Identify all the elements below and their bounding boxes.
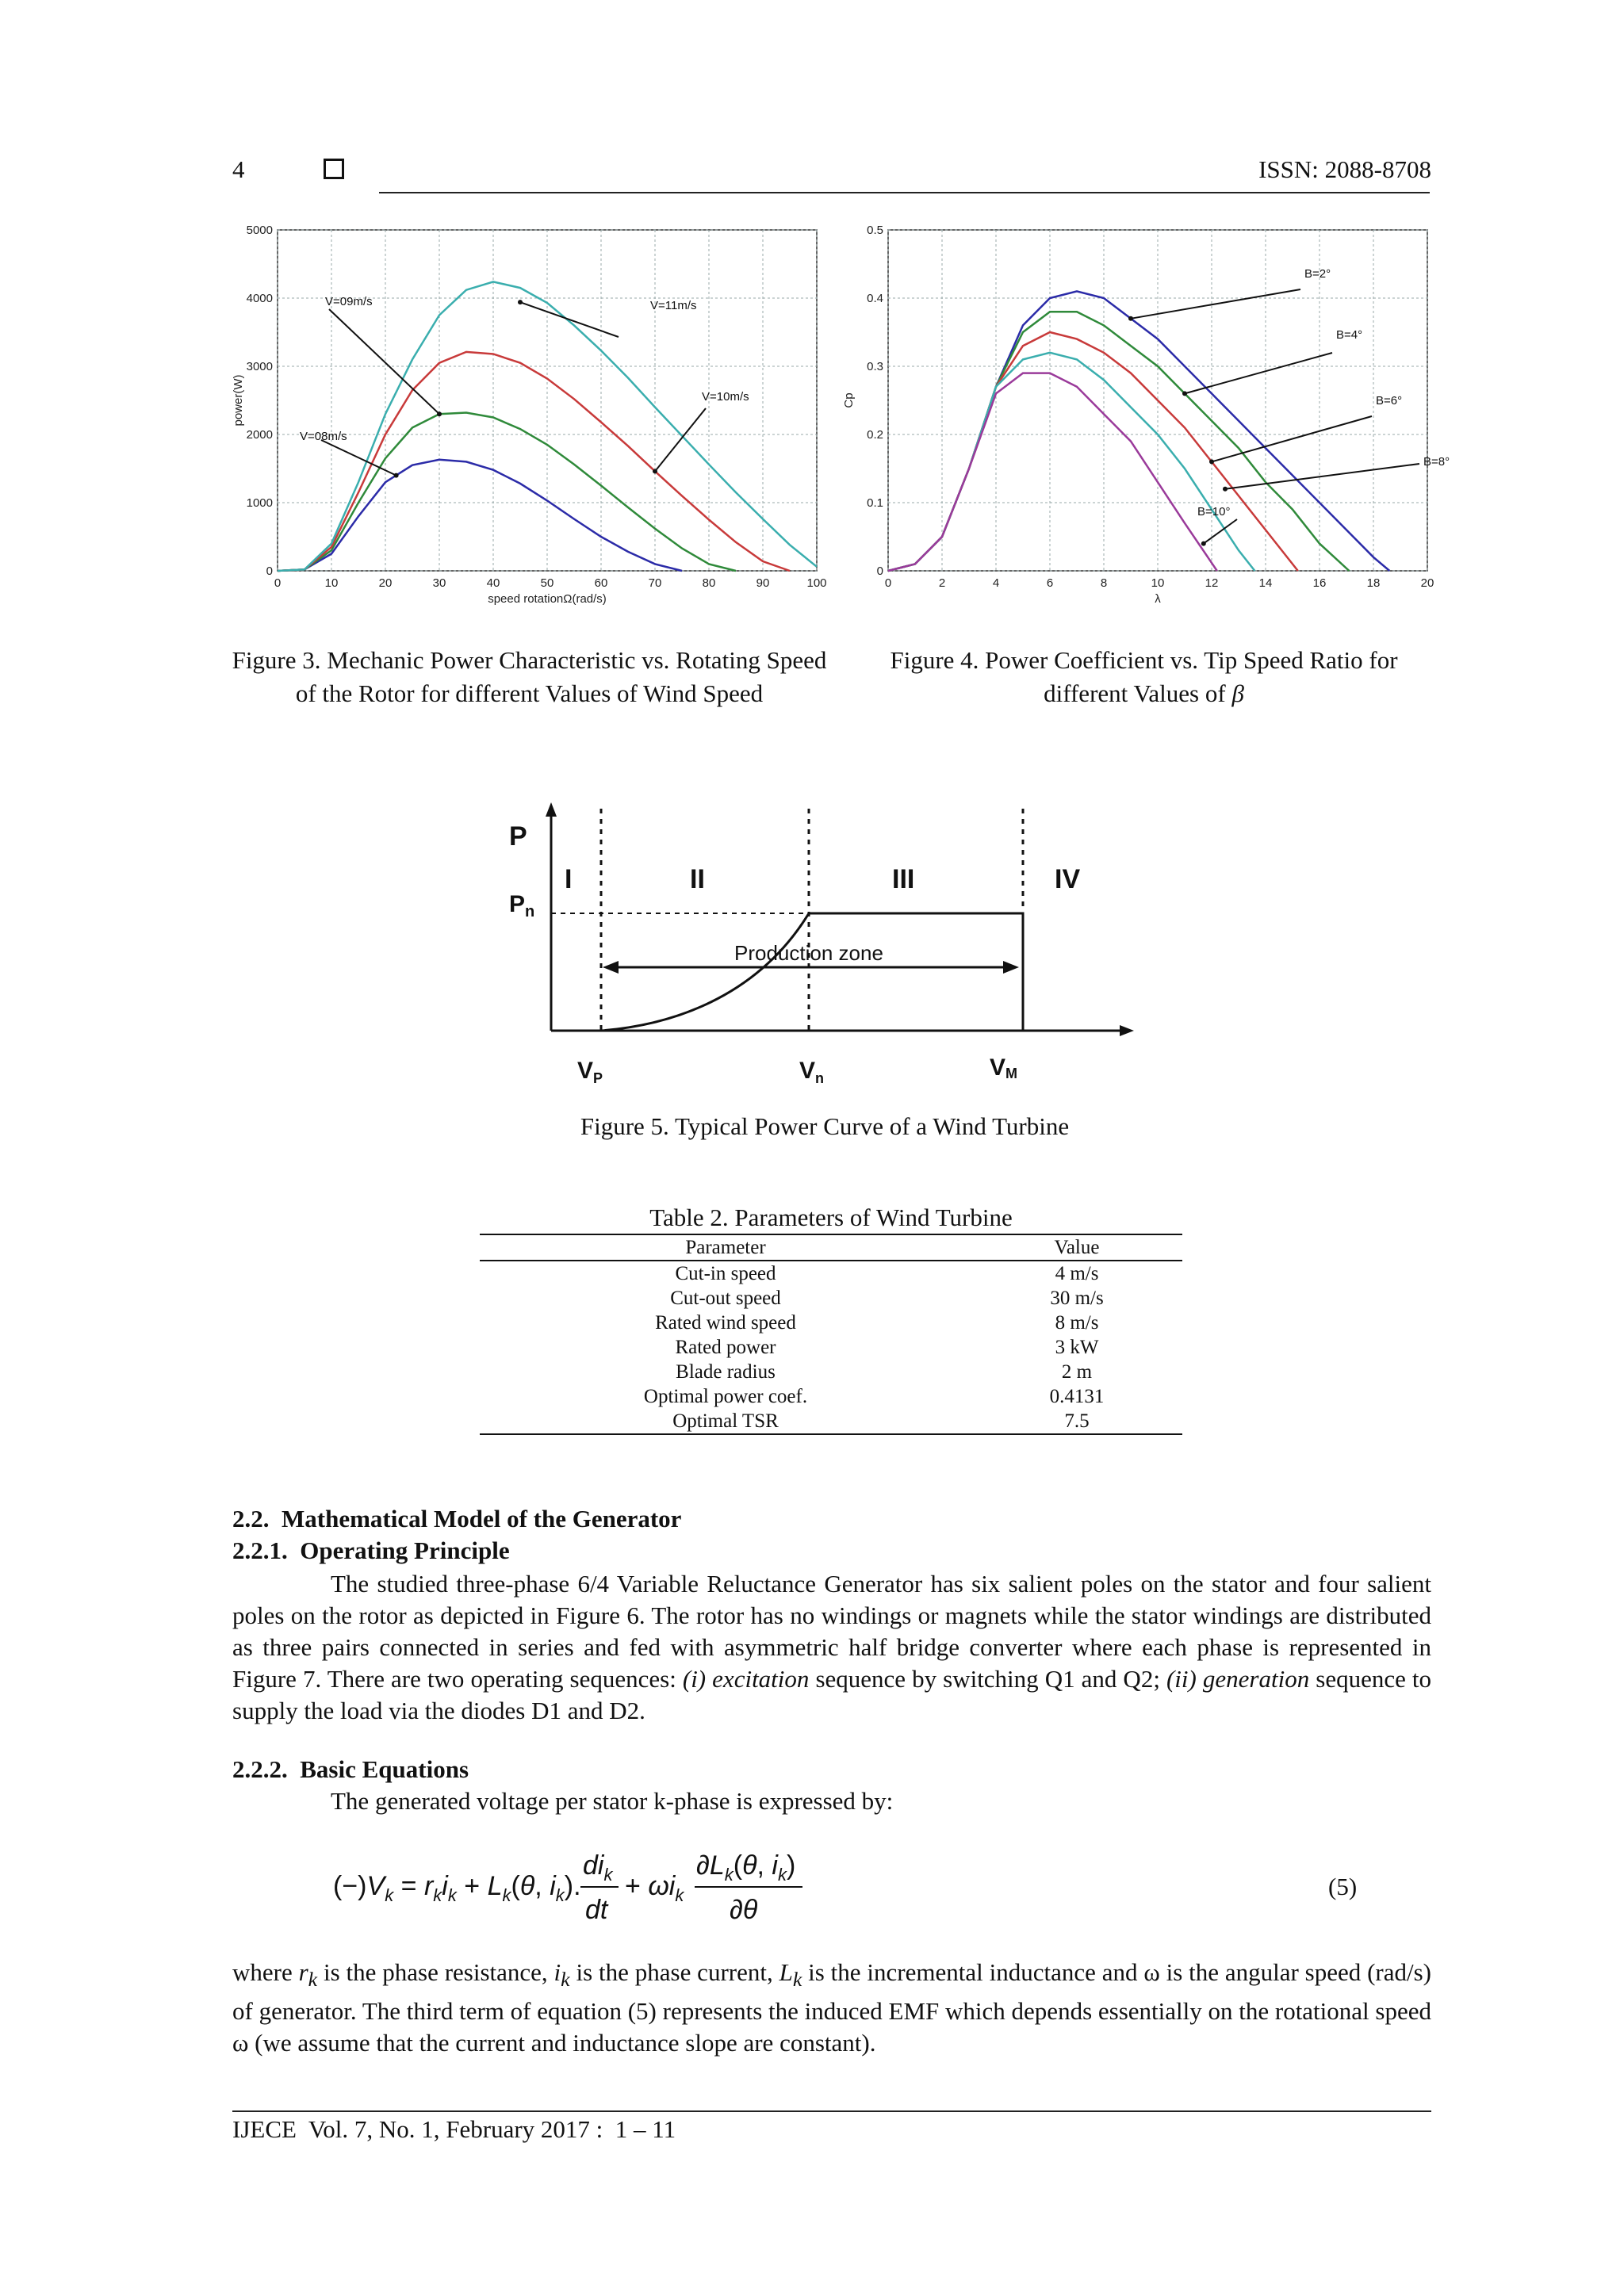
annotation-label: B=6° xyxy=(1376,394,1403,408)
subsection-number: 2.2.1. xyxy=(232,1536,288,1564)
figure-4-chart xyxy=(842,218,1450,614)
table-2-caption: Table 2. Parameters of Wind Turbine xyxy=(649,1203,1013,1231)
annotation-arrowhead xyxy=(1182,391,1187,396)
y-tick-label: 0 xyxy=(266,564,273,578)
y-axis-label: power(W) xyxy=(232,374,245,427)
x-tick-label: 4 xyxy=(992,576,1000,590)
table-cell-value: 0.4131 xyxy=(1049,1386,1105,1407)
subsection-title: Operating Principle xyxy=(300,1536,510,1564)
p1-text-b: sequence by switching Q1 and Q2; xyxy=(809,1665,1166,1693)
fig5-arrow-right-icon xyxy=(1003,961,1019,974)
footer-text: IJECE Vol. 7, No. 1, February 2017 : 1 – 11 xyxy=(232,2115,676,2143)
y-axis-label: Cp xyxy=(842,392,856,408)
table-header-row xyxy=(480,1234,1182,1261)
fig5-y-arrow-icon xyxy=(546,802,557,817)
figure-5-power-curve xyxy=(500,801,1150,1094)
x-axis-label: speed rotationΩ(rad/s) xyxy=(488,592,607,606)
annotation-arrowhead xyxy=(437,411,442,416)
figure-4-caption-text: Figure 4. Power Coefficient vs. Tip Speed Ratio for different Values of xyxy=(890,646,1398,707)
x-tick-label: 20 xyxy=(1420,576,1434,590)
p1-text-a: The studied three-phase 6/4 Variable Reluctance Generator has six salient poles on the stator and four salient poles on the rotor as depicted in Figure 6. The rotor has no windings or magnets while the stator windings are distributed as three pairs connected in series and fed with asymmetric half bridge converter where each phase is represented in Figure 7. There are two operating sequences: xyxy=(232,1570,1431,1693)
y-tick-label: 4000 xyxy=(246,292,273,305)
x-tick-label: 16 xyxy=(1312,576,1327,590)
square-bullet-icon xyxy=(324,159,344,179)
table-cell-parameter: Rated power xyxy=(675,1337,776,1358)
table-row xyxy=(480,1261,1182,1286)
annotation-label: V=11m/s xyxy=(650,299,697,312)
annotation-label: V=10m/s xyxy=(702,390,749,404)
x-tick-label: 50 xyxy=(540,576,554,590)
table-cell-parameter: Cut-in speed xyxy=(675,1263,776,1284)
eq-dtheta: ∂θ xyxy=(730,1895,758,1925)
table-cell-value: 30 m/s xyxy=(1050,1288,1104,1309)
eq-omega-term: + $\omega i_k$ xyxy=(625,1871,684,1905)
page-number: 4 xyxy=(232,155,245,183)
x-tick-label: 60 xyxy=(594,576,608,590)
p3-text-1: where xyxy=(232,1958,299,1986)
x-tick-label: 2 xyxy=(938,576,946,590)
fig5-x-arrow-icon xyxy=(1120,1025,1134,1036)
fig5-region-i: I xyxy=(565,864,573,894)
svg-text:VP xyxy=(577,1058,603,1086)
fig5-label-vp-sub: P xyxy=(593,1070,603,1086)
paragraph-basic-equations: The generated voltage per stator k-phase is expressed by: xyxy=(331,1787,894,1815)
table-header-parameter: Parameter xyxy=(480,1234,971,1261)
table-cell-value: 7.5 xyxy=(971,1409,1182,1434)
section-heading-2-2-2 xyxy=(232,1755,469,1784)
equation-number: (5) xyxy=(1328,1873,1358,1900)
table-row xyxy=(480,1384,1182,1409)
section-number: 2.2. xyxy=(232,1505,270,1533)
x-tick-label: 80 xyxy=(702,576,716,590)
annotation-arrowhead xyxy=(1128,316,1133,321)
x-axis-label: λ xyxy=(1155,592,1161,606)
table-cell-parameter: Optimal power coef. xyxy=(643,1386,808,1407)
table-cell-parameter: Cut-out speed xyxy=(670,1288,781,1309)
fig5-label-vm: V xyxy=(990,1054,1006,1081)
p1-generation: (ii) generation xyxy=(1166,1665,1310,1693)
annotation-label: B=8° xyxy=(1423,455,1450,469)
y-tick-label: 3000 xyxy=(246,360,273,373)
table-cell-parameter: Blade radius xyxy=(676,1361,776,1383)
p3-text-4: is the incremental inductance and ω is the angular speed (rad/s) of generator. The third term of equation (5) represents the induced EMF which depends essentially on the rotational speed ω (we assume that the current and inductance slope are constant). xyxy=(232,1958,1431,2057)
x-tick-label: 100 xyxy=(806,576,827,590)
x-tick-label: 6 xyxy=(1046,576,1054,590)
figure-4-caption xyxy=(848,644,1439,710)
x-tick-label: 0 xyxy=(884,576,892,590)
fig5-region-iii: III xyxy=(892,864,915,894)
footer-rule xyxy=(232,2110,1431,2112)
y-tick-label: 0 xyxy=(876,564,883,578)
x-tick-label: 0 xyxy=(274,576,282,590)
fig5-label-vp: V xyxy=(577,1058,594,1084)
x-tick-label: 90 xyxy=(756,576,770,590)
issn: ISSN: 2088-8708 xyxy=(1258,155,1431,183)
annotation-label: B=2° xyxy=(1304,267,1331,281)
fig5-label-p: P xyxy=(509,821,527,851)
y-tick-label: 0.5 xyxy=(867,224,883,237)
section-heading-2-2 xyxy=(232,1505,681,1533)
annotation-arrowhead xyxy=(518,300,523,304)
fig5-label-pn: P xyxy=(509,891,526,917)
eq-dL: $\partial L_k(\theta$, $i_k$) xyxy=(696,1850,796,1885)
p3-text-2: is the phase resistance, xyxy=(317,1958,554,1986)
table-row xyxy=(480,1360,1182,1384)
annotation-arrowhead xyxy=(1209,459,1214,464)
x-tick-label: 8 xyxy=(1100,576,1108,590)
y-tick-label: 0.3 xyxy=(867,360,883,373)
p1-text-c: sequence to supply the load via the diodes D1 and D2. xyxy=(232,1665,1432,1724)
subsection-title-2: Basic Equations xyxy=(300,1755,469,1783)
annotation-label: V=08m/s xyxy=(300,430,347,443)
paragraph-where: where $r_k$ is the phase resistance, $i_k$ is the phase current, $L_k$ is the incremental inductance and ω is the angular speed (rad/s) of generator. The third term of equation (5) represents the induced EMF which depends essentially on the rotational speed ω (we assume that the current and inductance slope are constant). xyxy=(232,1958,1431,2057)
annotation-arrowhead xyxy=(1201,541,1206,546)
p3-text-3: is the phase current, xyxy=(569,1958,779,1986)
fig5-arrow-left-icon xyxy=(603,961,619,974)
annotation-label: B=4° xyxy=(1336,328,1363,342)
table-row xyxy=(480,1409,1182,1434)
x-tick-label: 10 xyxy=(1151,576,1165,590)
p1-excitation: (i) excitation xyxy=(682,1665,810,1693)
figure-5-caption: Figure 5. Typical Power Curve of a Wind Turbine xyxy=(580,1112,1070,1140)
table-cell-value: 3 kW xyxy=(1055,1337,1099,1358)
x-tick-label: 14 xyxy=(1258,576,1273,590)
y-tick-label: 2000 xyxy=(246,428,273,442)
table-header-value: Value xyxy=(971,1234,1182,1261)
x-tick-label: 10 xyxy=(324,576,339,590)
x-tick-label: 20 xyxy=(378,576,393,590)
fig5-zone-label: Production zone xyxy=(734,941,883,965)
section-heading-2-2-1 xyxy=(232,1536,510,1565)
table-cell-value: 4 m/s xyxy=(1055,1263,1099,1284)
figure-3-chart xyxy=(232,218,833,614)
svg-text:VM xyxy=(990,1054,1017,1081)
fig5-label-vm-sub: M xyxy=(1005,1066,1018,1081)
fig5-region-ii: II xyxy=(690,864,705,894)
table-row xyxy=(480,1286,1182,1311)
table-cell-parameter: Rated wind speed xyxy=(655,1312,796,1334)
table-cell-value: 8 m/s xyxy=(1055,1312,1099,1334)
equation-5 xyxy=(317,1838,841,1933)
annotation-arrowhead xyxy=(1223,487,1228,492)
table-row xyxy=(480,1311,1182,1335)
y-tick-label: 0.2 xyxy=(867,428,883,442)
x-tick-label: 40 xyxy=(486,576,500,590)
paragraph-operating-principle xyxy=(232,1568,1431,1727)
table-cell-value: 2 m xyxy=(1061,1361,1093,1383)
figure-4-caption-beta: β xyxy=(1231,679,1244,707)
subsection-number-2: 2.2.2. xyxy=(232,1755,288,1783)
svg-text:Vn xyxy=(799,1058,824,1086)
annotation-label: V=09m/s xyxy=(325,295,373,308)
x-tick-label: 18 xyxy=(1366,576,1381,590)
eq-lhs: $(-)V_k = r_ki_k + L_k(\theta$, $i_k$). xyxy=(333,1871,581,1905)
table-cell-parameter: Optimal TSR xyxy=(480,1409,971,1434)
table-row xyxy=(480,1335,1182,1360)
y-tick-label: 1000 xyxy=(246,496,273,510)
x-tick-label: 30 xyxy=(432,576,446,590)
fig5-label-pn-sub: n xyxy=(525,903,535,920)
x-tick-label: 70 xyxy=(648,576,662,590)
fig5-power-curve xyxy=(551,913,1023,1031)
x-tick-label: 12 xyxy=(1205,576,1219,590)
table-2 xyxy=(480,1202,1182,1435)
y-tick-label: 5000 xyxy=(246,224,273,237)
annotation-arrowhead xyxy=(653,469,657,473)
annotation-arrowhead xyxy=(394,473,399,478)
fig5-label-vn-sub: n xyxy=(815,1070,825,1086)
annotation-label: B=10° xyxy=(1197,505,1231,519)
fig5-label-vn: V xyxy=(799,1058,816,1084)
header-rule xyxy=(379,192,1430,193)
y-tick-label: 0.1 xyxy=(867,496,883,510)
eq-di: $di_k$ xyxy=(583,1850,613,1885)
eq-dt: dt xyxy=(585,1895,608,1925)
svg-text:Pn xyxy=(509,891,534,920)
fig5-region-iv: IV xyxy=(1055,864,1081,894)
figure-3-caption: Figure 3. Mechanic Power Characteristic vs. Rotating Speed of the Rotor for different Values of Wind Speed xyxy=(232,646,827,707)
y-tick-label: 0.4 xyxy=(867,292,883,305)
section-title: Mathematical Model of the Generator xyxy=(282,1505,682,1533)
parameters-table xyxy=(480,1234,1182,1435)
